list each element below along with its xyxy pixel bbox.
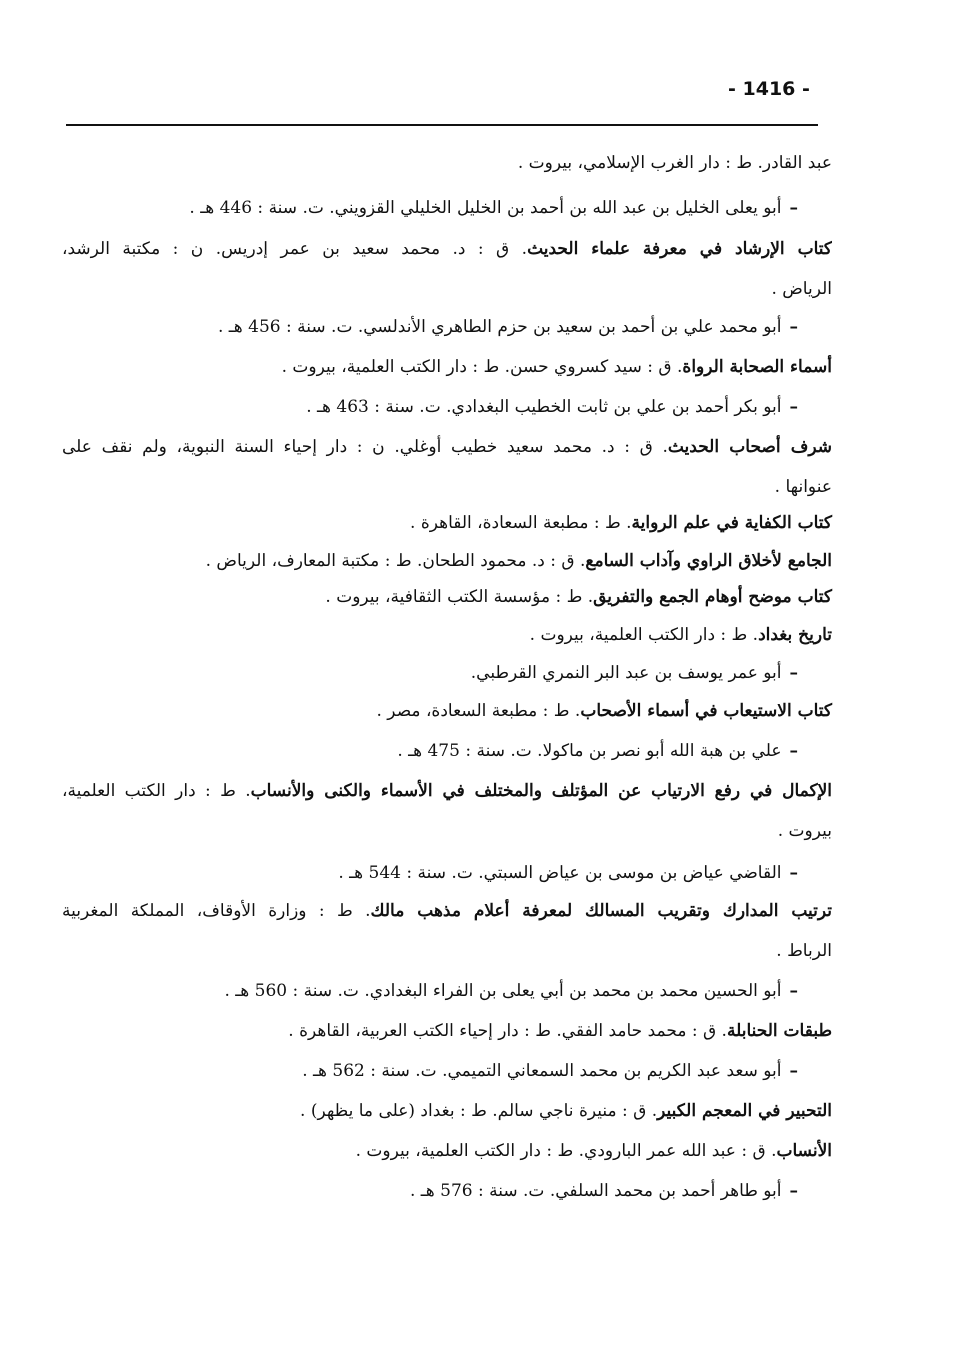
work-title: كتاب الإرشاد في معرفة علماء الحديث	[527, 239, 832, 259]
work-entry	[300, 1096, 832, 1126]
entry-text: الرباط .	[776, 941, 832, 961]
work-title: تاريخ بغداد	[758, 625, 832, 645]
work-entry	[206, 546, 832, 576]
entry-text: . ق : سيد كسروي حسن. ط : دار الكتب العلمية، بيروت .	[281, 357, 683, 377]
dash-bullet: –	[789, 317, 798, 337]
entry-text: . ق : عبد الله عمر البارودي. ط : دار الكتب العلمية، بيروت .	[355, 1141, 777, 1161]
entry-text: أبو محمد علي بن أحمد بن سعيد بن حزم الطاهري الأندلسي. ت. سنة : 456 هـ .	[218, 317, 782, 337]
entry-text: . ق : د. محمد سعيد بن عمر إدريس. ن : مكتبة الرشد،	[62, 239, 528, 259]
work-title: أسماء الصحابة الرواة	[682, 357, 832, 377]
author-entry	[302, 1056, 798, 1086]
entry-text: القاضي عياض بن موسى بن عياض السبتي. ت. سنة : 544 هـ .	[338, 863, 782, 883]
author-entry	[338, 858, 798, 888]
dash-bullet: –	[789, 198, 798, 218]
work-title: كتاب موضح أوهام الجمع والتفريق	[593, 587, 832, 607]
entry-text: أبو عمر يوسف بن عبد البر النمري القرطبي.	[470, 663, 782, 683]
work-entry	[530, 620, 832, 650]
entry-text: . ط : مطبعة السعادة، القاهرة .	[410, 513, 632, 533]
entry-text: . ق : د. محمود الطحان. ط : مكتبة المعارف، الرياض .	[205, 551, 586, 571]
work-entry	[325, 582, 832, 612]
entry-text: . ط : مطبعة السعادة، مصر .	[376, 701, 581, 721]
work-entry	[62, 896, 832, 926]
continuation-line	[775, 472, 832, 502]
entry-text: أبو بكر أحمد بن علي بن ثابت الخطيب البغدادي. ت. سنة : 463 هـ .	[306, 397, 782, 417]
entry-text: الرياض .	[771, 279, 832, 299]
work-entry	[356, 1136, 832, 1166]
entry-text: أبو طاهر أحمد بن محمد السلفي. ت. سنة : 576 هـ .	[409, 1181, 782, 1201]
author-entry	[189, 193, 798, 223]
continuation-line	[778, 816, 832, 846]
entry-text: . ق : محمد حامد الفقي. ط : دار إحياء الكتب العربية، القاهرة .	[288, 1021, 727, 1041]
header-rule	[66, 124, 818, 126]
work-title: ترتيب المدارك وتقريب المسالك لمعرفة أعلام مذهب مالك	[370, 901, 832, 921]
dash-bullet: –	[789, 397, 798, 417]
dash-bullet: –	[789, 663, 798, 683]
entry-text: . ط : دار الكتب العلمية،	[62, 781, 251, 801]
dash-bullet: –	[789, 981, 798, 1001]
entry-text: أبو سعد عبد الكريم بن محمد السمعاني التميمي. ت. سنة : 562 هـ .	[302, 1061, 782, 1081]
entry-text: عنوانها .	[774, 477, 832, 497]
entry-text: علي بن هبة الله أبو نصر بن ماكولا. ت. سنة : 475 هـ .	[397, 741, 782, 761]
author-entry	[224, 976, 798, 1006]
author-entry	[218, 312, 798, 342]
author-entry	[410, 1176, 798, 1206]
work-title: طبقات الحنابلة	[726, 1021, 832, 1041]
work-title: التحبير في المعجم الكبير	[657, 1101, 832, 1121]
work-title: كتاب الاستيعاب في أسماء الأصحاب	[580, 701, 832, 721]
entry-text: عبد القادر. ط : دار الغرب الإسلامي، بيروت .	[517, 153, 832, 173]
work-entry	[62, 234, 832, 264]
entry-text: بيروت .	[777, 821, 832, 841]
entry-text: . ق : د. محمد سعيد خطيب أوغلي. ن : دار إحياء السنة النبوية، ولم نقف على	[62, 437, 668, 457]
page-number: - 1416 -	[728, 78, 810, 100]
entry-text: . ط : دار الكتب العلمية، بيروت .	[529, 625, 759, 645]
work-title: الجامع لأخلاق الراوي وآداب السامع	[585, 551, 832, 571]
continuation-line	[771, 274, 832, 304]
entry-text: . ط : مؤسسة الكتب الثقافية، بيروت .	[325, 587, 594, 607]
work-entry	[377, 696, 833, 726]
work-entry	[288, 1016, 832, 1046]
work-title: الإكمال في رفع الارتياب عن المؤتلف والمختلف في الأسماء والكنى والأنساب	[250, 781, 832, 801]
entry-text: . ق : منيرة ناجي سالم. ط : بغداد (على ما يظهر) .	[300, 1101, 658, 1121]
work-title: الأنساب	[776, 1141, 832, 1161]
work-title: كتاب الكفاية في علم الرواية	[631, 513, 832, 533]
continuation-line	[776, 936, 832, 966]
work-entry	[62, 776, 832, 806]
dash-bullet: –	[789, 1181, 798, 1201]
work-entry	[410, 508, 832, 538]
continuation-line	[518, 148, 832, 178]
entry-text: أبو الحسين محمد بن محمد بن أبي يعلى بن الفراء البغدادي. ت. سنة : 560 هـ .	[224, 981, 782, 1001]
dash-bullet: –	[789, 741, 798, 761]
work-entry	[282, 352, 832, 382]
dash-bullet: –	[789, 863, 798, 883]
entry-text: أبو يعلى الخليل بن عبد الله بن أحمد بن الخليل الخليلي القزويني. ت. سنة : 446 هـ .	[189, 198, 782, 218]
author-entry	[306, 392, 798, 422]
author-entry	[471, 658, 798, 688]
work-entry	[62, 432, 832, 462]
work-title: شرف أصحاب الحديث	[667, 437, 832, 457]
author-entry	[397, 736, 798, 766]
dash-bullet: –	[789, 1061, 798, 1081]
entry-text: . ط : وزارة الأوقاف، المملكة المغربية	[62, 901, 371, 921]
